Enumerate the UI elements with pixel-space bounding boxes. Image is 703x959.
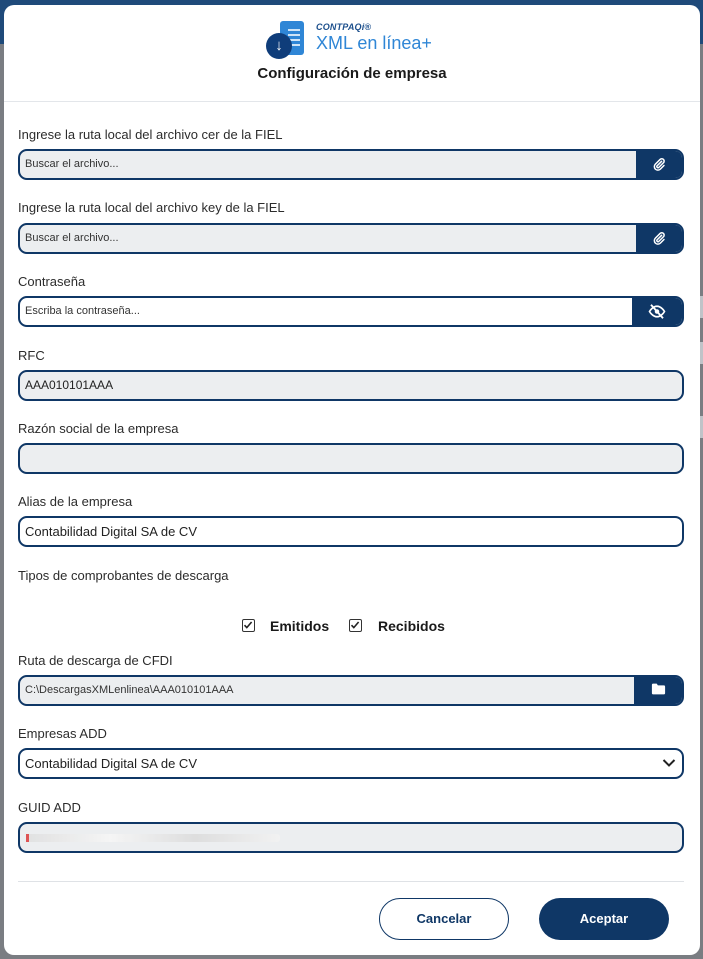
config-modal [4, 5, 700, 955]
check-icon [243, 620, 253, 630]
paperclip-icon [652, 231, 666, 246]
chevron-down-icon [662, 757, 676, 769]
empresas-add-label: Empresas ADD [18, 726, 107, 741]
alias-label: Alias de la empresa [18, 494, 133, 509]
modal-header [4, 5, 700, 102]
ruta-label: Ruta de descarga de CFDI [18, 653, 173, 668]
rfc-value: AAA010101AAA [25, 378, 114, 392]
guid-redacted-value [26, 834, 280, 842]
alias-value: Contabilidad Digital SA de CV [25, 524, 197, 539]
cer-attach-button[interactable] [636, 151, 682, 178]
folder-icon [651, 683, 666, 695]
key-attach-button[interactable] [636, 225, 682, 252]
browse-folder-button[interactable] [634, 677, 682, 704]
modal-title: Configuración de empresa [257, 65, 447, 82]
alias-input[interactable] [18, 516, 684, 547]
check-icon [350, 620, 360, 630]
cer-file-input[interactable] [18, 149, 684, 180]
guid-add-field[interactable] [18, 822, 684, 853]
ruta-value: C:\DescargasXMLenlinea\AAA010101AAA [25, 684, 234, 696]
eye-off-icon [648, 304, 666, 319]
razon-social-label: Razón social de la empresa [18, 421, 179, 436]
brand-name-small: CONTPAQi® [316, 22, 372, 32]
rfc-field[interactable] [18, 370, 684, 401]
empresas-add-value: Contabilidad Digital SA de CV [25, 756, 197, 771]
download-arrow-icon: ↓ [266, 33, 292, 59]
recibidos-label: Recibidos [378, 618, 445, 634]
brand-logo [266, 21, 446, 65]
comprobante-checks [242, 617, 482, 637]
key-label: Ingrese la ruta local del archivo key de la FIEL [18, 200, 285, 215]
password-label: Contraseña [18, 274, 86, 289]
footer-divider [18, 881, 684, 882]
razon-social-field[interactable] [18, 443, 684, 474]
tipos-label: Tipos de comprobantes de descarga [18, 568, 229, 583]
accept-button[interactable]: Aceptar [539, 898, 669, 940]
paperclip-icon [652, 157, 666, 172]
emitidos-label: Emitidos [270, 618, 330, 634]
key-file-input[interactable] [18, 223, 684, 254]
empresas-add-select[interactable] [18, 748, 684, 779]
cancel-button[interactable]: Cancelar [379, 898, 509, 940]
emitidos-checkbox[interactable] [242, 619, 255, 632]
password-input[interactable] [18, 296, 684, 327]
rfc-label: RFC [18, 348, 45, 363]
cer-placeholder: Buscar el archivo... [25, 158, 119, 170]
brand-name-big: XML en línea+ [316, 33, 432, 53]
guid-add-label: GUID ADD [18, 800, 81, 815]
key-placeholder: Buscar el archivo... [25, 232, 119, 244]
password-placeholder: Escriba la contraseña... [25, 305, 140, 317]
cer-label: Ingrese la ruta local del archivo cer de la FIEL [18, 127, 283, 142]
toggle-password-button[interactable] [632, 298, 682, 325]
ruta-descarga-input[interactable] [18, 675, 684, 706]
recibidos-checkbox[interactable] [349, 619, 362, 632]
